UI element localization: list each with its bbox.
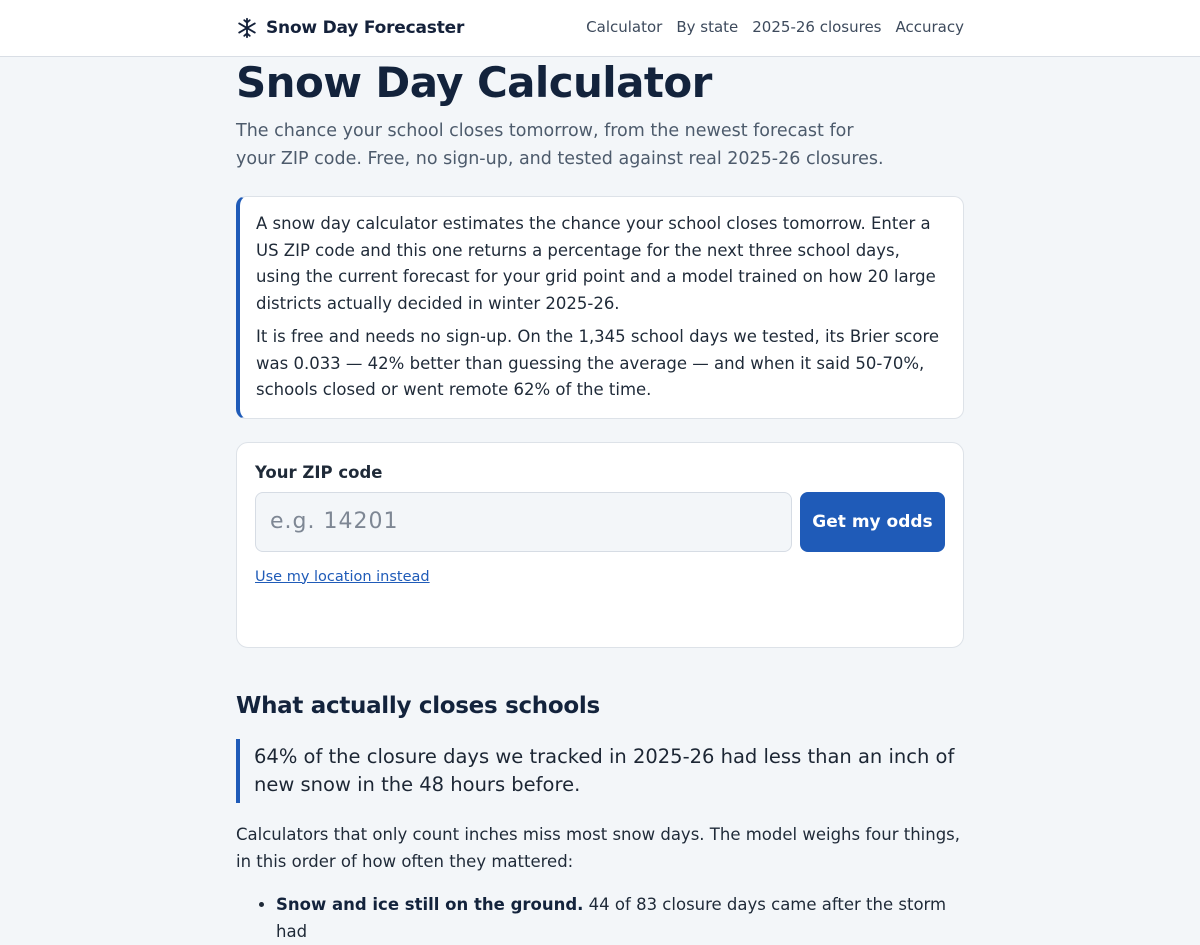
nav-calculator-link[interactable]: Calculator	[586, 18, 663, 36]
zip-label: Your ZIP code	[255, 462, 383, 482]
summary-callout	[236, 196, 964, 419]
nav-closures-link[interactable]: 2025-26 closures	[752, 18, 882, 36]
list-item-text: 44 of 83 closure days came after the storm had	[276, 894, 947, 941]
use-location-link[interactable]: Use my location instead	[255, 568, 430, 585]
zip-input-row	[255, 492, 945, 552]
zip-form	[236, 442, 964, 648]
main-content	[236, 57, 964, 945]
nav-by-state-link[interactable]: By state	[676, 18, 739, 36]
nav-accuracy-link[interactable]: Accuracy	[895, 18, 964, 36]
snowflake-icon	[236, 17, 258, 39]
section-intro: Calculators that only count inches miss most snow days. The model weighs four things, in this order of how often they mattered:	[236, 824, 961, 871]
summary-paragraph: It is free and needs no sign-up. On the 1,345 school days we tested, its Brier score was 0.033 — 42% better than guessing the average — and when it said 50-70%, schools closed or went remote 62% of the time.	[256, 327, 940, 399]
main-nav	[586, 18, 964, 36]
summary-paragraph: A snow day calculator estimates the chance your school closes tomorrow. Enter a US ZIP code and this one returns a percentage for the next three school days, using the current forecast for your grid point and a model trained on how 20 large districts actually decided in winter 2025-26.	[256, 214, 936, 313]
page-lede: The chance your school closes tomorrow, from the newest forecast for your ZIP code. Free, no sign-up, and tested against real 2025-26 closures.	[236, 121, 884, 169]
brand-name: Snow Day Forecaster	[266, 18, 465, 38]
list-item	[276, 891, 964, 945]
section-title: What actually closes schools	[236, 692, 600, 719]
brand-home-link[interactable]	[236, 16, 464, 40]
zip-input[interactable]	[255, 492, 792, 552]
page-title: Snow Day Calculator	[236, 58, 712, 107]
top-navigation-bar	[0, 0, 1200, 57]
factor-list	[236, 891, 964, 945]
list-item-heading: Snow and ice still on the ground.	[276, 894, 584, 914]
pullquote: 64% of the closure days we tracked in 2025-26 had less than an inch of new snow in the 48 hours before.	[236, 739, 964, 803]
get-odds-button[interactable]: Get my odds	[800, 492, 945, 552]
